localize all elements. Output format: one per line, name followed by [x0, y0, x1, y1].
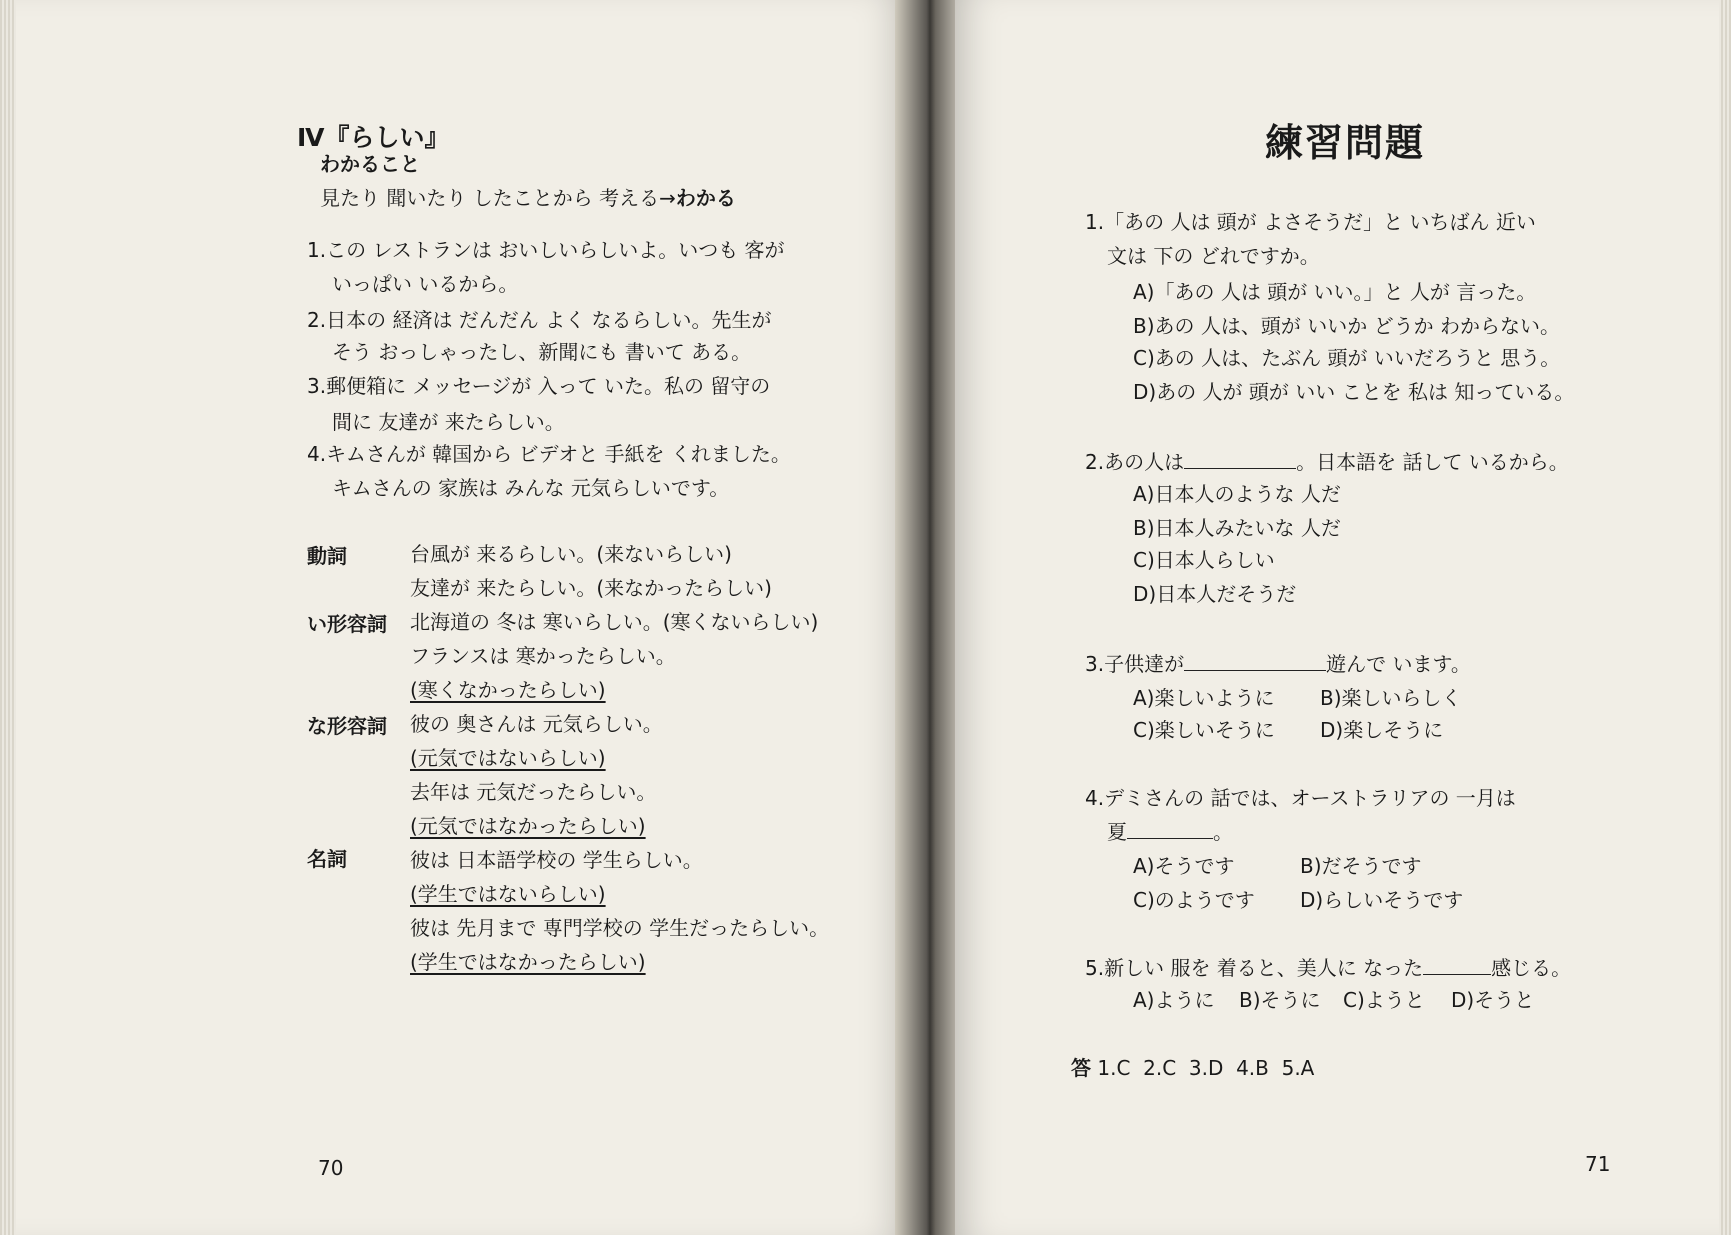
- answer-option: B)だそうです: [1300, 854, 1422, 878]
- example-line: 2.日本の 経済は だんだん よく なるらしい。先生が: [307, 308, 772, 332]
- example-line: 間に 友達が 来たらしい。: [332, 410, 565, 434]
- page-edge: [1719, 0, 1731, 1235]
- answer-option: A)ように: [1133, 988, 1215, 1012]
- answer-key-values: 1.C 2.C 3.D 4.B 5.A: [1097, 1056, 1315, 1080]
- grammar-example: (学生ではなかったらしい): [410, 950, 646, 974]
- answer-option: B)日本人みたいな 人だ: [1133, 516, 1341, 540]
- question-stem: 遊んで います。: [1326, 652, 1471, 676]
- example-line: 3.郵便箱に メッセージが 入って いた。私の 留守の: [307, 374, 771, 398]
- answer-option: C)のようです: [1133, 888, 1255, 912]
- question-line: [1085, 650, 1471, 678]
- answer-option: A)楽しいように: [1133, 686, 1275, 710]
- question-stem: 夏: [1107, 820, 1127, 844]
- question-line: [1085, 448, 1569, 476]
- answer-blank: [1184, 450, 1296, 469]
- question-stem: 。日本語を 話して いるから。: [1296, 450, 1569, 474]
- grammar-example: (学生ではないらしい): [410, 882, 606, 906]
- answer-blank: [1127, 820, 1213, 839]
- example-line: 1.この レストランは おいしいらしいよ。いつも 客が: [307, 238, 785, 262]
- answer-option: D)あの 人が 頭が いい ことを 私は 知っている。: [1133, 380, 1575, 404]
- answer-option: A)そうです: [1133, 854, 1235, 878]
- category-label-na-adj: な形容詞: [307, 714, 387, 738]
- question-line: 4.デミさんの 話では、オーストラリアの 一月は: [1085, 786, 1516, 810]
- grammar-example: 彼の 奥さんは 元気らしい。: [410, 712, 663, 736]
- example-line: 4.キムさんが 韓国から ビデオと 手紙を くれました。: [307, 442, 791, 466]
- answer-option: B)あの 人は、頭が いいか どうか わからない。: [1133, 314, 1560, 338]
- intro-text: 見たり 聞いたり したことから 考える→: [320, 186, 676, 210]
- section-title: Ⅳ『らしい』: [297, 123, 450, 152]
- question-line: [1085, 954, 1571, 982]
- example-line: そう おっしゃったし、新聞にも 書いて ある。: [332, 340, 752, 364]
- grammar-example: 台風が 来るらしい。(来ないらしい): [410, 542, 732, 566]
- page-edge: [0, 0, 16, 1235]
- page-number: 70: [318, 1156, 344, 1180]
- question-line: [1107, 818, 1233, 846]
- answer-option: C)あの 人は、たぶん 頭が いいだろうと 思う。: [1133, 346, 1561, 370]
- question-stem: 5.新しい 服を 着ると、美人に なった: [1085, 956, 1424, 980]
- question-stem: 3.子供達が: [1085, 652, 1185, 676]
- question-stem: 感じる。: [1491, 956, 1572, 980]
- grammar-example: 北海道の 冬は 寒いらしい。(寒くないらしい): [410, 610, 819, 634]
- answer-option: D)日本人だそうだ: [1133, 582, 1297, 606]
- right-page: [955, 0, 1731, 1235]
- answer-option: D)そうと: [1451, 988, 1535, 1012]
- question-stem: 。: [1213, 820, 1233, 844]
- answer-option: D)らしいそうです: [1300, 888, 1464, 912]
- grammar-example: 去年は 元気だったらしい。: [410, 780, 657, 804]
- answer-option: C)日本人らしい: [1133, 548, 1275, 572]
- grammar-example: (元気ではなかったらしい): [410, 814, 646, 838]
- category-label-i-adj: い形容詞: [307, 612, 387, 636]
- grammar-example: 彼は 日本語学校の 学生らしい。: [410, 848, 703, 872]
- intro-line: [320, 184, 736, 212]
- answer-key-label: 答: [1071, 1056, 1091, 1080]
- example-line: キムさんの 家族は みんな 元気らしいです。: [332, 476, 730, 500]
- category-label-verb: 動詞: [307, 544, 347, 568]
- answer-option: B)そうに: [1239, 988, 1321, 1012]
- grammar-example: (元気ではないらしい): [410, 746, 606, 770]
- answer-key: [1071, 1054, 1314, 1082]
- question-line: 文は 下の どれですか。: [1107, 244, 1320, 268]
- answer-option: A)「あの 人は 頭が いい。」と 人が 言った。: [1133, 280, 1537, 304]
- intro-emphasis: わかる: [675, 186, 736, 210]
- grammar-example: 友達が 来たらしい。(来なかったらしい): [410, 576, 772, 600]
- page-number: 71: [1585, 1152, 1611, 1176]
- answer-option: C)ようと: [1343, 988, 1425, 1012]
- section-subtitle: わかること: [320, 152, 420, 176]
- exercise-title: 練習問題: [1265, 121, 1426, 165]
- question-line: 1.「あの 人は 頭が よさそうだ」と いちばん 近い: [1085, 210, 1536, 234]
- answer-blank: [1184, 652, 1326, 671]
- example-line: いっぱい いるから。: [332, 272, 519, 296]
- answer-option: D)楽しそうに: [1320, 718, 1444, 742]
- answer-option: C)楽しいそうに: [1133, 718, 1275, 742]
- question-stem: 2.あの人は: [1085, 450, 1185, 474]
- grammar-example: (寒くなかったらしい): [410, 678, 606, 702]
- grammar-example: フランスは 寒かったらしい。: [410, 644, 676, 668]
- answer-blank: [1423, 956, 1491, 975]
- answer-option: A)日本人のような 人だ: [1133, 482, 1341, 506]
- grammar-example: 彼は 先月まで 専門学校の 学生だったらしい。: [410, 916, 830, 940]
- category-label-noun: 名詞: [307, 847, 347, 871]
- answer-option: B)楽しいらしく: [1320, 686, 1462, 710]
